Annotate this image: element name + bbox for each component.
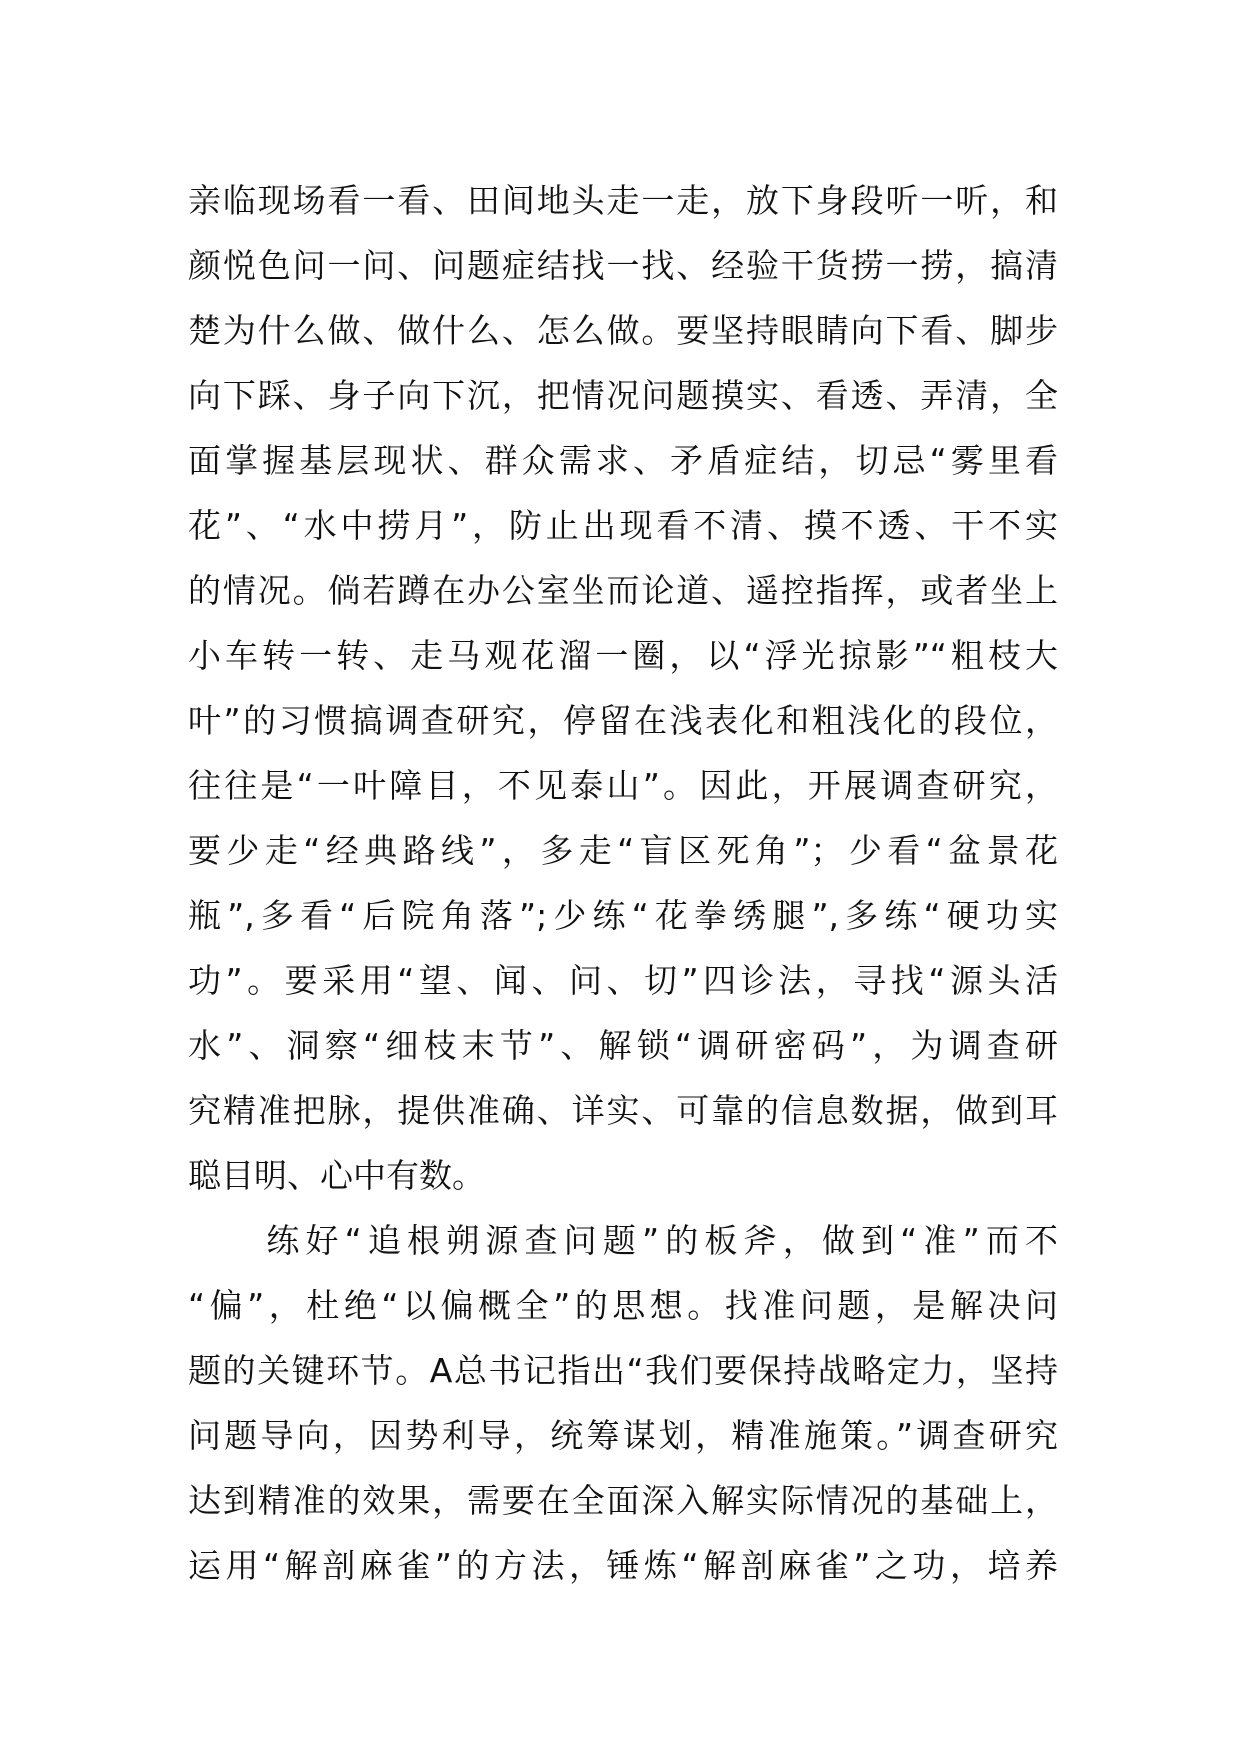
- text-line-6: 花”、“水中捞月”，防止出现看不清、摸不透、干不实: [188, 506, 1058, 545]
- text-line-22: 运用“解剖麻雀”的方法，锤炼“解剖麻雀”之功，培养: [188, 1546, 1058, 1585]
- text-line-7: 的情况。倘若蹲在办公室坐而论道、遥控指挥，或者坐上: [188, 571, 1058, 610]
- text-line-19: 题的关键环节。A总书记指出“我们要保持战略定力，坚持: [188, 1351, 1058, 1390]
- text-line-12: 瓶”,多看“后院角落”;少练“花拳绣腿”,多练“硬功实: [188, 896, 1058, 935]
- text-line-2: 颜悦色问一问、问题症结找一找、经验干货捞一捞，搞清: [188, 246, 1058, 285]
- text-line-13: 功”。要采用“望、闻、问、切”四诊法，寻找“源头活: [188, 961, 1058, 1000]
- text-line-15: 究精准把脉，提供准确、详实、可靠的信息数据，做到耳: [188, 1091, 1058, 1130]
- text-line-20: 问题导向，因势利导，统筹谋划，精准施策。”调查研究: [188, 1416, 1058, 1455]
- text-line-21: 达到精准的效果，需要在全面深入解实际情况的基础上，: [188, 1481, 1058, 1520]
- document-body: [188, 168, 1058, 1598]
- text-line-4: 向下踩、身子向下沉，把情况问题摸实、看透、弄清，全: [188, 376, 1058, 415]
- text-line-16: 聪目明、心中有数。: [188, 1156, 485, 1195]
- text-line-1: 亲临现场看一看、田间地头走一走，放下身段听一听，和: [188, 181, 1058, 220]
- text-line-5: 面掌握基层现状、群众需求、矛盾症结，切忌“雾里看: [188, 441, 1058, 480]
- text-line-8: 小车转一转、走马观花溜一圈，以“浮光掠影”“粗枝大: [188, 636, 1058, 675]
- text-line-10: 往往是“一叶障目，不见泰山”。因此，开展调查研究，: [188, 766, 1058, 805]
- text-line-11: 要少走“经典路线”，多走“盲区死角”；少看“盆景花: [188, 831, 1058, 870]
- text-line-3: 楚为什么做、做什么、怎么做。要坚持眼睛向下看、脚步: [188, 311, 1058, 350]
- text-line-18: “偏”，杜绝“以偏概全”的思想。找准问题，是解决问: [188, 1286, 1058, 1325]
- text-line-9: 叶”的习惯搞调查研究，停留在浅表化和粗浅化的段位，: [188, 701, 1058, 740]
- text-line-17: 练好“追根朔源查问题”的板斧，做到“准”而不: [188, 1221, 1058, 1260]
- text-line-14: 水”、洞察“细枝末节”、解锁“调研密码”，为调查研: [188, 1026, 1058, 1065]
